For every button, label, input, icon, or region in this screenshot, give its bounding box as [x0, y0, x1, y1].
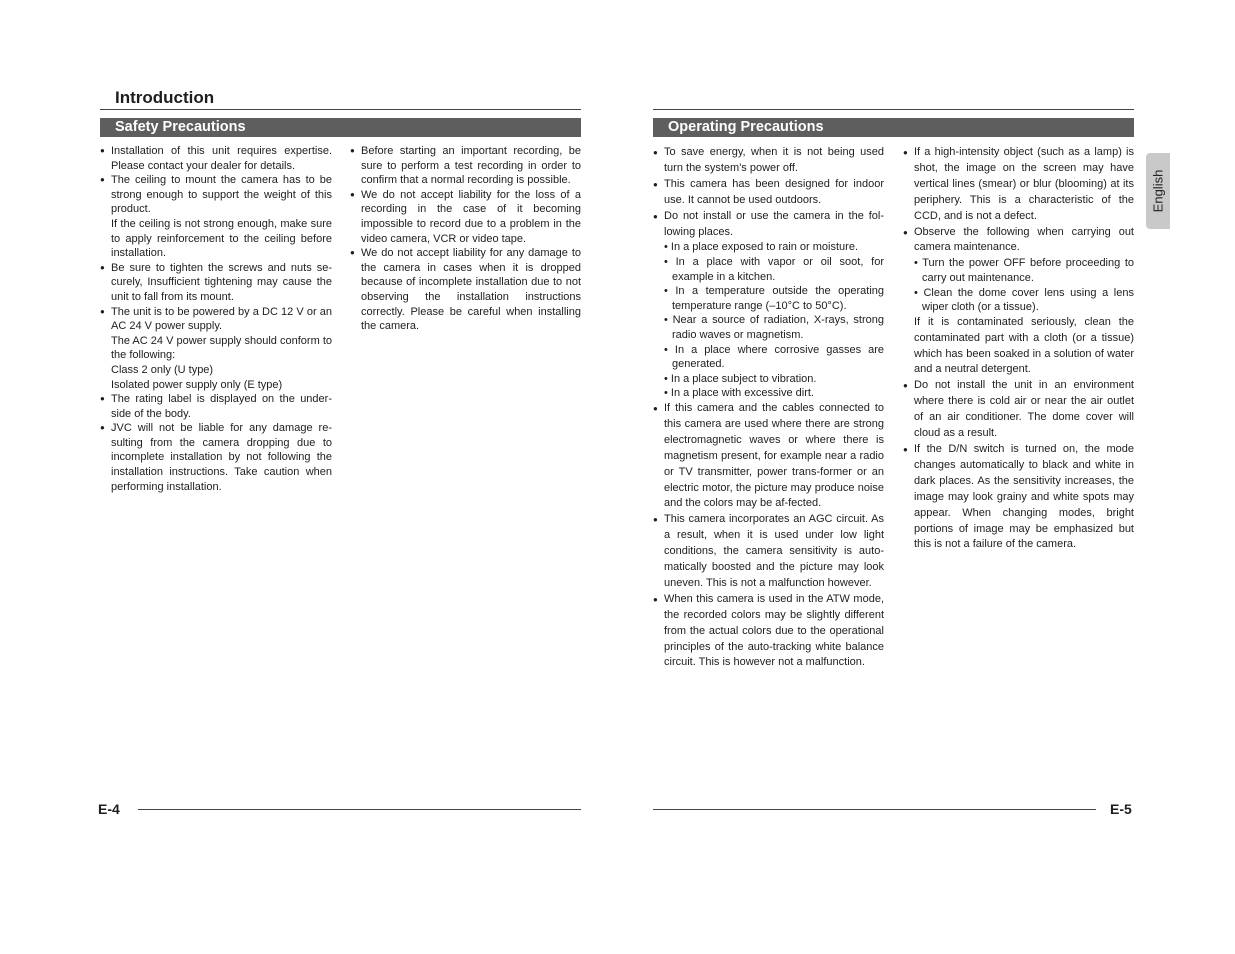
list-item: ● The ceiling to mount the camera has to be strong enough to support the weight of this product. If the ceiling is not strong enough, make sure to apply reinforcement to the ceiling before installation.	[100, 173, 332, 261]
sub-item: • In a place subject to vibration.	[664, 372, 817, 385]
right-top-rule	[653, 109, 1134, 110]
language-tab-label: English	[1150, 169, 1166, 213]
sub-item: • Turn the power OFF before proceeding to carry out maintenance.	[914, 257, 1134, 284]
sub-item: • Near a source of radiation, X-rays, strong radio waves or magnetism.	[664, 314, 884, 341]
list-item: ● When this camera is used in the ATW mode, the recorded colors may be slightly different from the actual colors due to the operational principles of the auto-tracking white balance circuit. This is however not a malfunction.	[653, 592, 884, 672]
footer-rule-right	[653, 809, 1096, 810]
list-item: ● This camera has been designed for indoor use. It cannot be used outdoors.	[653, 177, 884, 209]
safety-precautions-heading: Safety Precautions	[100, 118, 581, 137]
list-item: ● Do not install or use the camera in the fol-lowing places. • In a place exposed to rain or moisture. • In a place with vapor or oil soot, for example in a kitchen. • In a temperature outside the operating temperature range (–10°C to 50°C). • Near a source of radiation, X-rays, strong radio waves or magnetism. • In a place where corrosive gasses are generated. • In a place subject to vibration. • In a place with excessive dirt.	[653, 209, 884, 401]
safety-column-1	[100, 144, 332, 494]
list-item: ● Be sure to tighten the screws and nuts se-curely, Insufficient tightening may cause the unit to fall from its mount.	[100, 261, 332, 305]
list-item: ● JVC will not be liable for any damage re-sulting from the camera dropping due to incomplete installation by not following the installation instructions. Take caution when performing installation.	[100, 421, 332, 494]
list-item: ● To save energy, when it is not being used turn the system's power off.	[653, 145, 884, 177]
list-item: ● If a high-intensity object (such as a lamp) is shot, the image on the screen may have vertical lines (smear) or blur (blooming) at its periphery. This is a characteristic of the CCD, and is not a defect.	[903, 145, 1134, 225]
list-item: ● The unit is to be powered by a DC 12 V or an AC 24 V power supply. The AC 24 V power supply should conform to the following: Class 2 only (U type) Isolated power supply only (E type)	[100, 305, 332, 393]
footer-rule-left	[138, 809, 581, 810]
list-item: ● The rating label is displayed on the under-side of the body.	[100, 392, 332, 421]
list-item: ● Installation of this unit requires expertise. Please contact your dealer for details.	[100, 144, 332, 173]
sub-item: • Clean the dome cover lens using a lens wiper cloth (or a tissue).	[914, 286, 1134, 314]
operating-column-1	[653, 145, 884, 671]
list-item: ● Observe the following when carrying out camera maintenance. • Turn the power OFF before proceeding to carry out maintenance. • Clean the dome cover lens using a lens wiper cloth (or a tissue). If it is contaminated seriously, clean the contaminated part with a cloth (or a tissue) which has been soaked in a solution of water and a neutral detergent.	[903, 225, 1134, 379]
operating-precautions-heading: Operating Precautions	[653, 118, 1134, 137]
language-tab	[1146, 153, 1170, 229]
safety-column-2	[350, 144, 581, 334]
title-rule	[100, 109, 581, 110]
page-title: Introduction	[115, 88, 215, 107]
sub-item: • In a place with vapor or oil soot, for example in a kitchen.	[664, 256, 884, 283]
page-number-right: E-5	[1110, 801, 1132, 817]
list-item: ● Before starting an important recording, be sure to perform a test recording in order to confirm that a normal recording is possible.	[350, 144, 581, 188]
list-item: ● Do not install the unit in an environment where there is cold air or near the air outlet of an air conditioner. The dome cover will cloud as a result.	[903, 378, 1134, 442]
list-item: ● We do not accept liability for the loss of a recording in the case of it becoming impossible to record due to a problem in the video camera, VCR or video tape.	[350, 188, 581, 246]
list-item: ● If the D/N switch is turned on, the mode changes automatically to black and white in dark places. As the sensitivity increases, the image may look grainy and white spots may appear. When changing modes, bright portions of image may be emphasized but this is not a failure of the camera.	[903, 442, 1134, 553]
sub-item: • In a place with excessive dirt.	[664, 387, 814, 400]
page-number-left: E-4	[98, 801, 120, 817]
list-item: ● If this camera and the cables connected to this camera are used where there are strong electromagnetic waves or where there is magnetism present, for example near a radio or TV transmitter, power trans-former or an electric motor, the picture may produce noise and the colors may be af-fected.	[653, 401, 884, 512]
operating-column-2	[903, 145, 1134, 553]
list-item: ● We do not accept liability for any damage to the camera in cases when it is dropped because of incomplete installation due to not observing the installation instructions correctly. Please be careful when installing the camera.	[350, 246, 581, 334]
list-item: ● This camera incorporates an AGC circuit. As a result, when it is used under low light conditions, the camera sensitivity is auto-matically boosted and the picture may look uneven. This is not a malfunction however.	[653, 512, 884, 592]
sub-item: • In a place exposed to rain or moisture.	[664, 241, 859, 254]
sub-item: • In a temperature outside the operating temperature range (–10°C to 50°C).	[664, 285, 884, 312]
sub-item: • In a place where corrosive gasses are generated.	[664, 343, 884, 371]
